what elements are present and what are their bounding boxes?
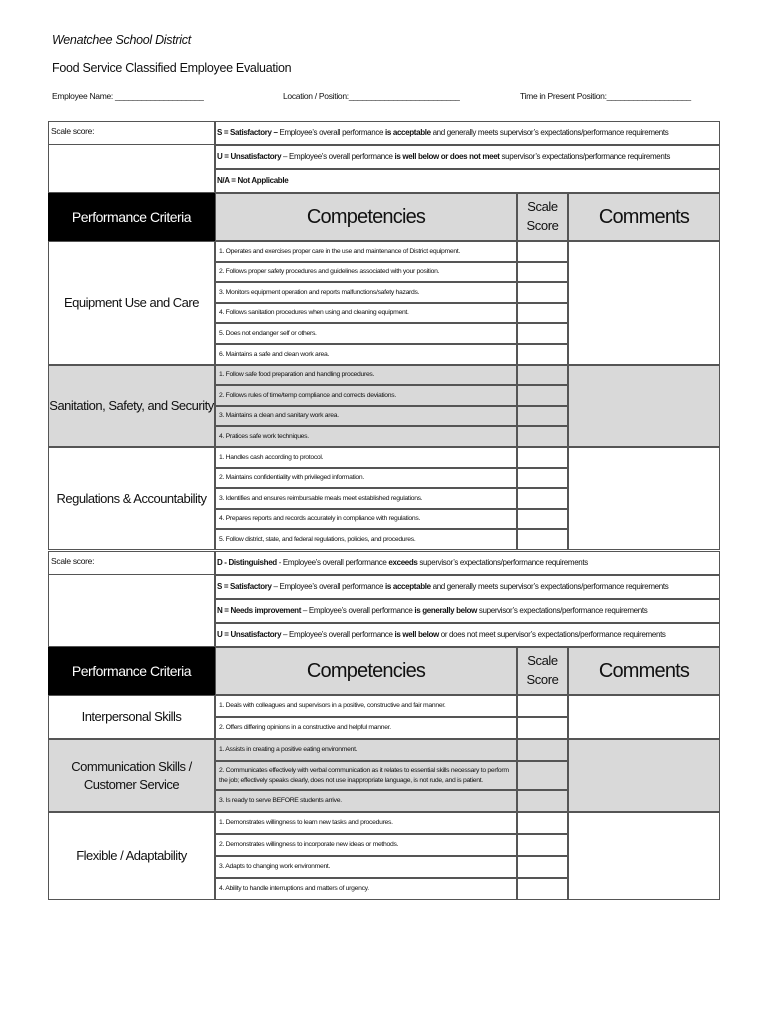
competency-item [215, 878, 517, 900]
competency-text: 2. Demonstrates willingness to incorporate new ideas or methods. [219, 841, 399, 849]
competency-item [215, 365, 517, 386]
scale-score-input[interactable] [517, 761, 568, 790]
comments-header [568, 193, 720, 241]
scale-score-input[interactable] [517, 303, 568, 324]
scale-score-label: Scale score: [51, 126, 95, 136]
legend-code: U = Unsatisfactory [217, 630, 282, 639]
competency-item [215, 834, 517, 856]
competency-text: 2. Follows rules of time/temp compliance and corrects deviations. [219, 391, 396, 399]
legend-text: – Employee’s overall performance [271, 582, 386, 591]
scale-score-input[interactable] [517, 365, 568, 386]
competency-text: 4. Pratices safe work techniques. [219, 432, 309, 440]
employee-name-field[interactable]: Employee Name: ____________________ [52, 91, 204, 101]
competency-text: 2. Communicates effectively with verbal communication as it relates to essential skills necessary to perform the job; effectively speaks clearly, does not use inappropriate language, is not rude, and is patient. [219, 766, 509, 784]
legend-text: - Employee’s overall performance [276, 558, 389, 567]
scale-score-input[interactable] [517, 282, 568, 303]
legend-row-text [217, 582, 668, 591]
comments-input[interactable] [568, 447, 720, 550]
performance-criteria-header: Performance Criteria [48, 647, 215, 695]
legend-row-text [217, 606, 647, 615]
scale-score-input[interactable] [517, 406, 568, 427]
score-label-line: Score [526, 672, 559, 687]
competency-item [215, 509, 517, 530]
scale-score-input[interactable] [517, 509, 568, 530]
legend-text: and generally meets supervisor’s expectations/performance requirements [430, 128, 669, 137]
scale-score-input[interactable] [517, 241, 568, 262]
category-name: Communication Skills / Customer Service [71, 758, 192, 792]
scale-score-header-label [527, 198, 559, 236]
legend-text: and generally meets supervisor’s expectations/performance requirements [430, 582, 669, 591]
competency-item [215, 529, 517, 550]
category-cell [48, 695, 215, 739]
legend-emphasis: exceeds [388, 558, 418, 567]
comments-input[interactable] [568, 695, 720, 739]
competency-item [215, 303, 517, 324]
comments-header-label: Comments [598, 659, 690, 682]
competency-text: 3. Monitors equipment operation and reports malfunctions/safety hazards. [219, 288, 420, 296]
competency-text: 2. Follows proper safety procedures and guidelines associated with your position. [219, 268, 440, 276]
competency-text: 5. Follow district, state, and federal regulations, policies, and procedures. [219, 535, 416, 543]
legend-text: supervisor’s expectations/performance requirements [417, 558, 588, 567]
competency-item [215, 790, 517, 812]
competency-item [215, 488, 517, 509]
score-label-line: Score [526, 218, 559, 233]
legend-emphasis: is generally below [414, 606, 477, 615]
legend-emphasis: is well below or does not meet [394, 152, 500, 161]
competency-item [215, 695, 517, 717]
competency-item [215, 344, 517, 365]
legend-code: S = Satisfactory – [217, 128, 278, 137]
category-cell [48, 241, 215, 365]
competencies-header-label: Competencies [306, 205, 426, 228]
performance-criteria-header: Performance Criteria [48, 193, 215, 241]
legend-text: supervisor’s expectations/performance requirements [477, 606, 648, 615]
scale-score-header [517, 647, 568, 695]
competency-item [215, 426, 517, 447]
competency-text: 3. Identifies and ensures reimbursable meals meet established regulations. [219, 494, 423, 502]
category-cell [48, 447, 215, 550]
scale-score-input[interactable] [517, 856, 568, 878]
scale-score-input[interactable] [517, 834, 568, 856]
category-name: Regulations & Accountability [56, 490, 207, 506]
scale-label-line: Scale [527, 653, 558, 669]
scale-score-input[interactable] [517, 695, 568, 717]
scale-score-blank-cell [48, 575, 215, 647]
legend-line [217, 128, 668, 137]
legend-line [217, 176, 288, 185]
scale-score-input[interactable] [517, 529, 568, 550]
competency-text: 6. Maintains a safe and clean work area. [219, 350, 330, 358]
legend-code: N/A = Not Applicable [217, 176, 289, 185]
legend-text: supervisor’s expectations/performance requirements [499, 152, 671, 161]
category-name: Sanitation, Safety, and Security [49, 398, 214, 414]
legend-text: Employee’s overall performance [277, 128, 385, 137]
scale-score-input[interactable] [517, 323, 568, 344]
scale-score-input[interactable] [517, 878, 568, 900]
competency-item [215, 241, 517, 262]
legend-text: or does not meet supervisor’s expectations/performance requirements [438, 630, 666, 639]
competency-text: 2. Offers differing opinions in a constructive and helpful manner. [219, 724, 391, 732]
competency-text: 3. Adapts to changing work environment. [219, 863, 331, 871]
competency-item [215, 447, 517, 468]
scale-score-input[interactable] [517, 468, 568, 489]
comments-input[interactable] [568, 739, 720, 812]
legend-code: U = Unsatisfactory [217, 152, 282, 161]
legend-emphasis: is well below [394, 630, 439, 639]
legend-row [215, 169, 720, 193]
legend-line [217, 152, 670, 161]
scale-score-input[interactable] [517, 447, 568, 468]
competency-text: 4. Ability to handle interruptions and matters of urgency. [219, 885, 369, 893]
comments-input[interactable] [568, 365, 720, 447]
competency-text: 4. Prepares reports and records accurately in compliance with regulations. [219, 515, 421, 523]
competencies-header [215, 647, 517, 695]
legend-emphasis: is acceptable [385, 582, 431, 591]
comments-input[interactable] [568, 241, 720, 365]
legend-row-text [217, 152, 670, 161]
category-cell [48, 365, 215, 447]
district-name: Wenatchee School District [52, 33, 191, 47]
category-name: Interpersonal Skills [81, 709, 182, 725]
scale-score-input[interactable] [517, 385, 568, 406]
category-name: Equipment Use and Care [64, 295, 199, 311]
legend-text: – Employee’s overall performance [301, 606, 415, 615]
competency-text: 4. Follows sanitation procedures when using and cleaning equipment. [219, 309, 409, 317]
scale-score-label: Scale score: [51, 556, 95, 566]
competency-item [215, 717, 517, 739]
legend-row-text [217, 558, 588, 567]
competency-item [215, 812, 517, 834]
competency-item [215, 282, 517, 303]
scale-score-input[interactable] [517, 739, 568, 761]
scale-score-input[interactable] [517, 262, 568, 283]
legend-code: S = Satisfactory [217, 582, 272, 591]
scale-score-input[interactable] [517, 488, 568, 509]
competency-text: 1. Demonstrates willingness to learn new tasks and procedures. [219, 819, 393, 827]
legend-row-text [217, 128, 668, 137]
legend-code: N = Needs improvement [217, 606, 302, 615]
category-name: Flexible / Adaptability [76, 848, 187, 864]
competency-item [215, 262, 517, 283]
competency-text: 2. Maintains confidentiality with privileged information. [219, 474, 364, 482]
scale-score-blank-cell [48, 145, 215, 193]
legend-text: – Employee’s overall performance [281, 152, 395, 161]
competency-item [215, 856, 517, 878]
legend-code: D - Distinguished [217, 558, 277, 567]
competency-item [215, 739, 517, 761]
competency-item [215, 761, 517, 790]
legend-text: – Employee’s overall performance [281, 630, 395, 639]
competency-item [215, 468, 517, 489]
competencies-header [215, 193, 517, 241]
scale-score-input[interactable] [517, 344, 568, 365]
competency-item [215, 323, 517, 344]
competency-text: 1. Handles cash according to protocol. [219, 453, 324, 461]
competency-item [215, 406, 517, 427]
scale-score-header [517, 193, 568, 241]
scale-score-input[interactable] [517, 812, 568, 834]
time-in-position-field[interactable]: Time in Present Position:___________________ [520, 91, 691, 101]
competency-text: 3. Maintains a clean and sanitary work area. [219, 412, 339, 420]
comments-header-label: Comments [598, 205, 690, 228]
legend-row-text [217, 630, 666, 639]
legend-emphasis: is acceptable [385, 128, 431, 137]
competency-text: 3. Is ready to serve BEFORE students arrive. [219, 797, 342, 805]
competency-text: 1. Operates and exercises proper care in the use and maintenance of District equipment. [219, 247, 461, 255]
competency-text: 1. Assists in creating a positive eating environment. [219, 746, 358, 754]
legend-line [217, 606, 647, 615]
scale-score-header-label [527, 652, 559, 690]
location-position-field[interactable]: Location / Position:_________________________ [283, 91, 460, 101]
competency-text: 1. Deals with colleagues and supervisors in a positive, constructive and fair manner. [219, 702, 446, 710]
comments-header [568, 647, 720, 695]
legend-line [217, 630, 666, 639]
competencies-header-label: Competencies [306, 659, 426, 682]
comments-input[interactable] [568, 812, 720, 900]
legend-line [217, 582, 668, 591]
legend-row-text [217, 176, 288, 185]
competency-text: 1. Follow safe food preparation and handling procedures. [219, 371, 375, 379]
scale-score-input[interactable] [517, 717, 568, 739]
scale-label-line: Scale [527, 199, 558, 215]
competency-item [215, 385, 517, 406]
form-title: Food Service Classified Employee Evaluation [52, 61, 292, 75]
scale-score-input[interactable] [517, 426, 568, 447]
legend-line [217, 558, 588, 567]
category-cell [48, 739, 215, 812]
scale-score-input[interactable] [517, 790, 568, 812]
competency-text: 5. Does not endanger self or others. [219, 329, 317, 337]
category-cell [48, 812, 215, 900]
